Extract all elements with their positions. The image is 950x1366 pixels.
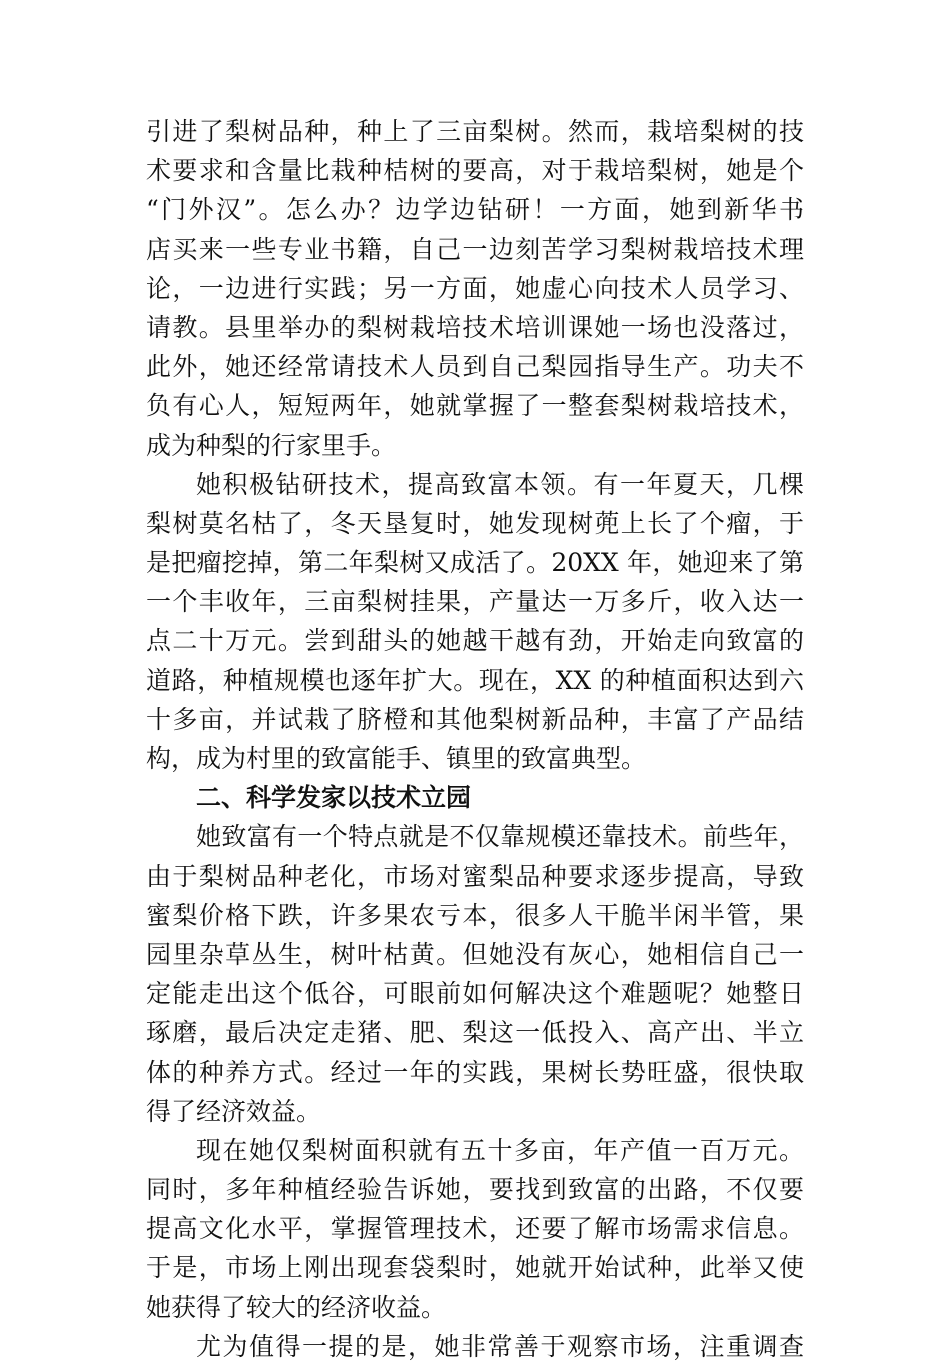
paragraph-current-scale [146,1131,804,1327]
text-line: 琢磨，最后决定走猪、肥、梨这一低投入、高产出、半立 [146,1018,804,1048]
text-line: 店买来一些专业书籍，自己一边刻苦学习梨树栽培技术理 [146,234,804,264]
paragraph-market-observation [146,1327,804,1366]
text-line: 构，成为村里的致富能手、镇里的致富典型。 [146,744,647,773]
paragraph-pear-technique-learning [146,112,804,465]
text-line: 十多亩，并试栽了脐橙和其他梨树新品种，丰富了产品结 [146,704,804,734]
text-line: 点二十万元。尝到甜头的她越干越有劲，开始走向致富的 [146,626,804,656]
text-line: 成为种梨的行家里手。 [146,430,397,460]
text-line: 是把瘤挖掉，第二年梨树又成活了。20XX 年，她迎来了第 [146,548,804,578]
text-line: 她致富有一个特点就是不仅靠规模还靠技术。前些年， [196,822,804,852]
text-line: 请教。县里举办的梨树栽培技术培训课她一场也没落过， [146,312,804,342]
text-line: 得了经济效益。 [146,1096,322,1126]
text-line: 她积极钻研技术，提高致富本领。有一年夏天，几棵 [196,469,804,499]
text-line: 此外，她还经常请技术人员到自己梨园指导生产。功夫不 [146,352,804,382]
section-heading: 二、科学发家以技术立园 [196,783,472,813]
text-line: 定能走出这个低谷，可眼前如何解决这个难题呢？她整日 [146,979,804,1009]
text-line: 一个丰收年，三亩梨树挂果，产量达一万多斤，收入达一 [146,587,804,617]
text-line: 术要求和含量比栽种桔树的要高，对于栽培梨树，她是个 [146,156,804,186]
document-body [146,112,804,1366]
text-line: 现在她仅梨树面积就有五十多亩，年产值一百万元。 [196,1135,804,1165]
text-line: 于是，市场上刚出现套袋梨时，她就开始试种，此举又使 [146,1253,804,1283]
text-line: 尤为值得一提的是，她非常善于观察市场，注重调查 [196,1331,804,1361]
paragraph-harvest-growth [146,465,804,779]
text-line: 园里杂草丛生，树叶枯黄。但她没有灰心，她相信自己一 [146,939,804,969]
text-line: 蜜梨价格下跌，许多果农亏本，很多人干脆半闲半管，果 [146,900,804,930]
text-line: 由于梨树品种老化，市场对蜜梨品种要求逐步提高，导致 [146,861,804,891]
text-line: 梨树莫名枯了，冬天垦复时，她发现树蔸上长了个瘤，于 [146,508,804,538]
text-line: 提高文化水平，掌握管理技术，还要了解市场需求信息。 [146,1214,804,1244]
text-line: “门外汉”。怎么办？边学边钻研！一方面，她到新华书 [146,195,804,225]
text-line: 同时，多年种植经验告诉她，要找到致富的出路，不仅要 [146,1175,804,1205]
text-line: 她获得了较大的经济收益。 [146,1292,447,1322]
text-line: 道路，种植规模也逐年扩大。现在，XX 的种植面积达到六 [146,665,804,695]
text-line: 引进了梨树品种，种上了三亩梨树。然而，栽培梨树的技 [146,117,804,146]
text-line: 论，一边进行实践；另一方面，她虚心向技术人员学习、 [146,273,804,303]
text-line: 体的种养方式。经过一年的实践，果树长势旺盛，很快取 [146,1057,804,1087]
paragraph-technology-approach [146,817,804,1131]
text-line: 负有心人，短短两年，她就掌握了一整套梨树栽培技术， [146,391,804,421]
